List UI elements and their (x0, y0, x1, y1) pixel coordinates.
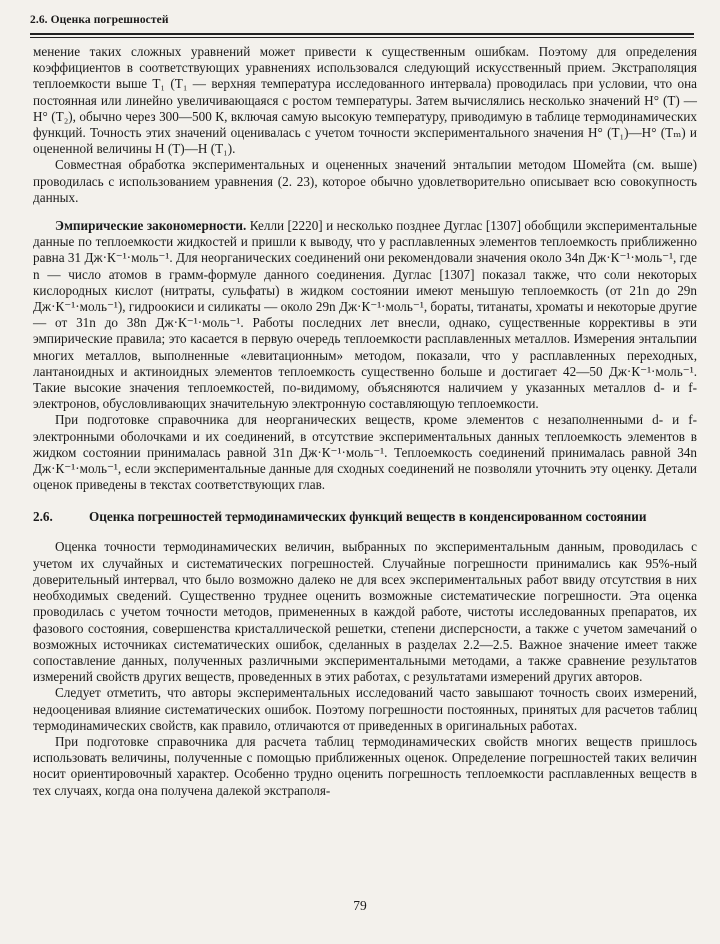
section-number: 2.6. (33, 509, 53, 525)
running-head: 2.6. Оценка погрешностей (30, 14, 169, 26)
empirical-text: Келли [2220] и несколько позднее Дуглас [1307] обобщили экспериментальные данные по теплоемкости жидкостей и пришли к выводу, что у расплавленных элементов теплоемкость приближенно равна 31 Дж·К⁻¹·моль⁻¹. Для неорганических соединений они рекомендовали значения около 34n Дж·К⁻¹·моль⁻¹, где n — число атомов в грамм-формуле данного соединения. Дуглас [1307] показал также, что соли некоторых кислородных кислот (нитраты, сульфаты) в жидком состоянии имеют меньшую теплоемкость (от 21n до 29n Дж·К⁻¹·моль⁻¹), гидроокиси и силикаты — около 29n Дж·К⁻¹·моль⁻¹, бораты, титанаты, хроматы и некоторые другие — от 31n до 38n Дж·К⁻¹·моль⁻¹. Работы последних лет внесли, однако, существенные коррективы в эти эмпирические правила; это касается в первую очередь теплоемкости расплавленных металлов. Измерения энтальпии многих металлов, выполненные «левитационным» методом, показали, что у расплавленных переходных, лантаноидных и актиноидных элементов теплоемкость существенно больше и достигает 42—50 Дж·К⁻¹·моль⁻¹. Такие высокие значения теплоемкостей, по-видимому, объясняются наличием у указанных металлов d- и f-электронов, обусловливающих значительную электронную составляющую теплоемкости. (33, 218, 697, 412)
paragraph-approximate: При подготовке справочника для расчета таблиц термодинамических свойств многих веществ пришлось использовать величины, полученные с помощью приближенных оценок. Определение погрешностей таких величин носит ориентировочный характер. Особенно трудно оценить погрешность теплоемкости расплавленных веществ в тех случаях, когда она получена далекой экстраполя- (33, 733, 697, 798)
runin-heading: Эмпирические закономерности. (55, 218, 247, 234)
page-number: 79 (353, 898, 367, 913)
paragraph-handbook: При подготовке справочника для неорганических веществ, кроме элементов с незаполненными d- и f-электронными оболочками и их соединений, в отсутствие экспериментальных данных теплоемкость элементов в жидком состоянии принималась равной 31n Дж·К⁻¹·моль⁻¹. Теплоемкость соединений принималась равной 34n Дж·К⁻¹·моль⁻¹, если экспериментальные данные для сходных соединений не позволяли уточнить эту оценку. Детали оценок приведены в текстах соответствующих глав. (33, 412, 697, 493)
paragraph-overestimate: Следует отметить, что авторы экспериментальных исследований часто завышают точность своих измерений, недооценивая влияние систематических ошибок. Поэтому погрешности постоянных, принятых для расчетов таблиц термодинамических свойств, как правило, отличаются от приведенных в оригинальных работах. (33, 685, 697, 733)
header-rule (30, 33, 694, 35)
section-title: Оценка погрешностей термодинамических функций веществ в конденсированном состоянии (89, 509, 647, 525)
paragraph-empirical (33, 218, 697, 412)
paragraph-accuracy: Оценка точности термодинамических величин, выбранных по экспериментальным данным, проводилась с учетом их случайных и систематических погрешностей. Случайные погрешности принимались как 95%-ный доверительный интервал, что было возможно далеко не для всех экспериментальных работ ввиду отсутствия в них необходимых сведений. Существенно труднее оценить возможные систематические погрешности. Эта оценка проводилась с учетом точности методов, примененных в каждой работе, чистоты исследованных препаратов, их фазового состояния, совершенства кристаллической решетки, степени дисперсности, а также с учетом замечаний о возможных источниках систематических ошибок, сделанных в разделах 2.2—2.5. Важное значение имеет также сопоставление данных, полученных различными экспериментальными методами, а также сравнение результатов измерений свойств других веществ, проведенных в этих работах, с результатами измерений других авторов. (33, 539, 697, 685)
page-body (33, 44, 697, 799)
section-heading (33, 509, 697, 525)
spacer (33, 206, 697, 218)
header-rule-thin (30, 37, 694, 38)
paragraph-continuation: менение таких сложных уравнений может привести к существенным ошибкам. Поэтому для определения коэффициентов в соответствующих уравнениях использовался следующий искусственный прием. Экстраполяция теплоемкости выше T₁ (T₁ — верхняя температура исследованного интервала) проводилась при условии, что она постоянная или линейно увеличивающаяся с ростом температуры. Затем вычислялись несколько значений H° (T) — H° (T₂), обычно через 300—500 К, включая самую высокую температуру, приводимую в таблице термодинамических функций. Точность этих значений оценивалась с учетом точности экспериментального значения H° (T₁)—H° (Tₘ) и оцененной величины H (T)—H (T₁). (33, 44, 697, 157)
paragraph-shomate: Совместная обработка экспериментальных и оцененных значений энтальпии методом Шомейта (см. выше) проводилась с использованием уравнения (2. 23), которое обычно удовлетворительно описывает всю совокупность данных. (33, 157, 697, 205)
